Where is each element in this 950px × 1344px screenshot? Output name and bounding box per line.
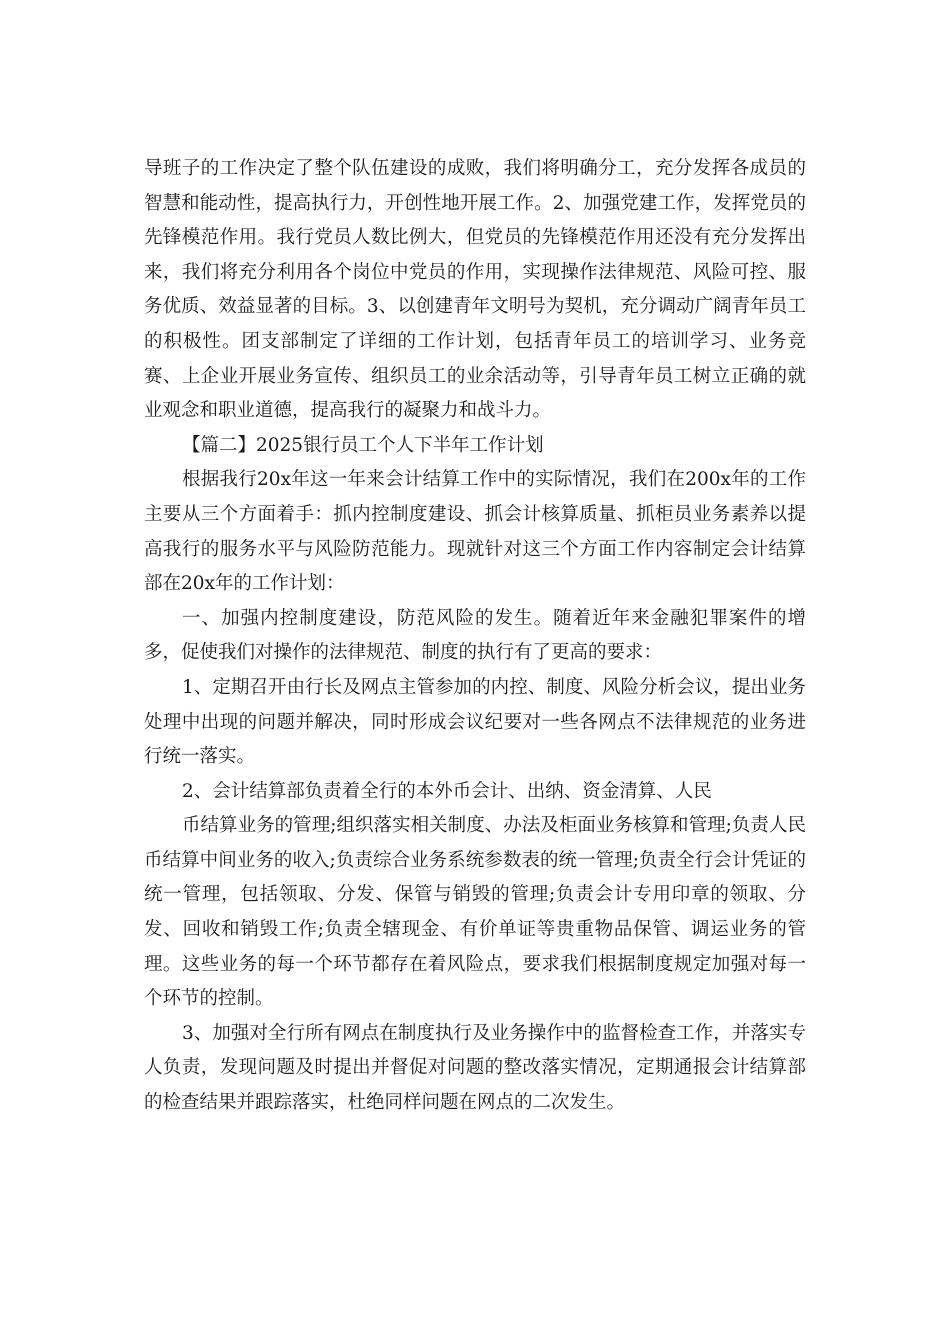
section-heading: 【篇二】2025银行员工个人下半年工作计划 — [182, 434, 544, 456]
paragraph-subitem-3: 3、加强对全行所有网点在制度执行及业务操作中的监督检查工作，并落实专人负责，发现问题及时提出并督促对问题的整改落实情况，定期通报会计结算部的检查结果并跟踪落实，杜绝同样问题在网点的二次发生。 — [144, 1022, 806, 1114]
paragraph-subitem-1: 1、定期召开由行长及网点主管参加的内控、制度、风险分析会议，提出业务处理中出现的问题并解决，同时形成会议纪要对一些各网点不法律规范的业务进行统一落实。 — [144, 676, 806, 768]
paragraph-subitem-2: 2、会计结算部负责着全行的本外币会计、出纳、资金清算、人民 — [182, 780, 712, 802]
paragraph-item-1: 一、加强内控制度建设，防范风险的发生。随着近年来金融犯罪案件的增多，促使我们对操作的法律规范、制度的执行有了更高的要求： — [144, 607, 806, 664]
paragraph-intro: 根据我行20x年这一年来会计结算工作中的实际情况，我们在200x年的工作主要从三个方面着手：抓内控制度建设、抓会计核算质量、抓柜员业务素养以提高我行的服务水平与风险防范能力。现就针对这三个方面工作内容制定会计结算部在20x年的工作计划： — [144, 469, 806, 595]
paragraph-continued: 导班子的工作决定了整个队伍建设的成败，我们将明确分工，充分发挥各成员的智慧和能动性，提高执行力，开创性地开展工作。2、加强党建工作，发挥党员的先锋模范作用。我行党员人数比例大，但党员的先锋模范作用还没有充分发挥出来，我们将充分利用各个岗位中党员的作用，实现操作法律规范、风险可控、服务优质、效益显著的目标。3、以创建青年文明号为契机，充分调动广阔青年员工的积极性。团支部制定了详细的工作计划，包括青年员工的培训学习、业务竞赛、上企业开展业务宣传、组织员工的业余活动等，引导青年员工树立正确的就业观念和职业道德，提高我行的凝聚力和战斗力。 — [144, 158, 806, 422]
paragraph-subitem-2-cont: 币结算业务的管理;组织落实相关制度、办法及柜面业务核算和管理;负责人民币结算中间业务的收入;负责综合业务系统参数表的统一管理;负责全行会计凭证的统一管理，包括领取、分发、保管与销毁的管理;负责会计专用印章的领取、分发、回收和销毁工作;负责全辖现金、有价单证等贵重物品保管、调运业务的管理。这些业务的每一个环节都存在着风险点，要求我们根据制度规定加强对每一个环节的控制。 — [144, 815, 806, 1010]
document-body — [144, 152, 806, 1121]
